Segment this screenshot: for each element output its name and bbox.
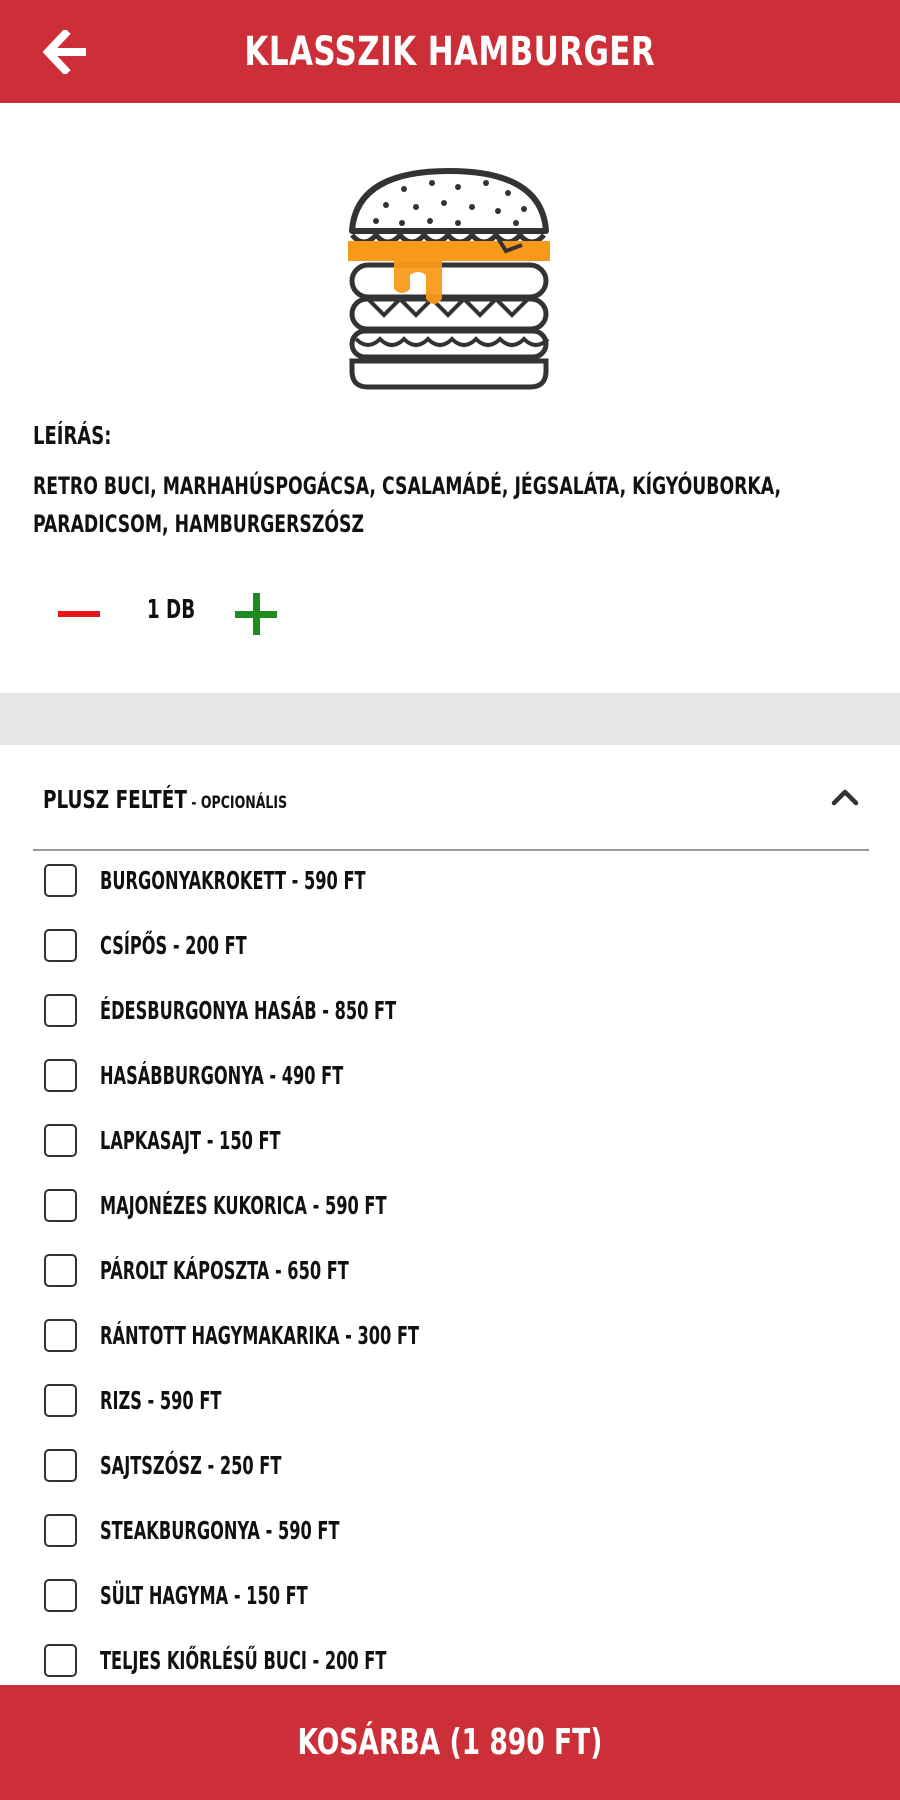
- option-label: CSÍPŐS - 200 FT: [100, 931, 247, 960]
- option-checkbox[interactable]: [44, 1384, 77, 1417]
- extra-option[interactable]: [0, 981, 900, 1046]
- extras-section: [0, 745, 900, 1685]
- add-to-cart-button[interactable]: [0, 1685, 900, 1800]
- option-checkbox[interactable]: [44, 1124, 77, 1157]
- extra-option[interactable]: [0, 1111, 900, 1176]
- extra-option[interactable]: [0, 1436, 900, 1501]
- option-checkbox[interactable]: [44, 1514, 77, 1547]
- option-checkbox[interactable]: [44, 864, 77, 897]
- option-checkbox[interactable]: [44, 1189, 77, 1222]
- option-label: RIZS - 590 FT: [100, 1386, 222, 1415]
- quantity-value: 1 DB: [147, 595, 196, 625]
- option-label: PÁROLT KÁPOSZTA - 650 FT: [100, 1256, 349, 1285]
- option-label: ÉDESBURGONYA HASÁB - 850 FT: [100, 996, 397, 1025]
- extras-title: [43, 785, 287, 814]
- plus-button[interactable]: [232, 591, 280, 639]
- option-checkbox[interactable]: [44, 1644, 77, 1677]
- option-checkbox[interactable]: [44, 994, 77, 1027]
- extra-option[interactable]: [0, 1631, 900, 1685]
- back-button[interactable]: [36, 22, 96, 82]
- option-checkbox[interactable]: [44, 1319, 77, 1352]
- arrow-left-icon: [43, 30, 89, 74]
- extra-option[interactable]: [0, 1046, 900, 1111]
- add-to-cart-label: KOSÁRBA (1 890 FT): [297, 1722, 603, 1763]
- option-label: MAJONÉZES KUKORICA - 590 FT: [100, 1191, 387, 1220]
- hamburger-icon: [346, 165, 552, 393]
- section-divider: [0, 693, 900, 745]
- option-checkbox[interactable]: [44, 1059, 77, 1092]
- extra-option[interactable]: [0, 851, 900, 916]
- option-checkbox[interactable]: [44, 1254, 77, 1287]
- option-checkbox[interactable]: [44, 1579, 77, 1612]
- option-label: RÁNTOTT HAGYMAKARIKA - 300 FT: [100, 1321, 420, 1350]
- product-description: RETRO BUCI, MARHAHÚSPOGÁCSA, CSALAMÁDÉ, JÉGSALÁTA, KÍGYÓUBORKA, PARADICSOM, HAMBURGERSZÓSZ: [33, 472, 782, 538]
- chevron-up-icon[interactable]: [831, 787, 859, 807]
- app-header: [0, 0, 900, 103]
- option-label: STEAKBURGONYA - 590 FT: [100, 1516, 340, 1545]
- option-label: HASÁBBURGONYA - 490 FT: [100, 1061, 344, 1090]
- option-label: SAJTSZÓSZ - 250 FT: [100, 1451, 282, 1480]
- option-label: SÜLT HAGYMA - 150 FT: [100, 1581, 308, 1610]
- extras-title-sub: - OPCIONÁLIS: [186, 793, 288, 813]
- extras-title-main: PLUSZ FELTÉT: [43, 785, 187, 814]
- product-card: [0, 103, 900, 693]
- description-label: LEÍRÁS:: [33, 421, 112, 450]
- extra-option[interactable]: [0, 1306, 900, 1371]
- option-label: LAPKASAJT - 150 FT: [100, 1126, 281, 1155]
- extra-option[interactable]: [0, 1241, 900, 1306]
- option-checkbox[interactable]: [44, 1449, 77, 1482]
- option-label: BURGONYAKROKETT - 590 FT: [100, 866, 366, 895]
- extra-option[interactable]: [0, 1176, 900, 1241]
- extra-option[interactable]: [0, 916, 900, 981]
- option-checkbox[interactable]: [44, 929, 77, 962]
- extras-header[interactable]: [33, 745, 869, 851]
- extras-list: [0, 851, 900, 1685]
- extra-option[interactable]: [0, 1371, 900, 1436]
- minus-button[interactable]: [52, 593, 108, 633]
- extra-option[interactable]: [0, 1566, 900, 1631]
- option-label: TELJES KIŐRLÉSŰ BUCI - 200 FT: [100, 1646, 387, 1675]
- extra-option[interactable]: [0, 1501, 900, 1566]
- page-title: KLASSZIK HAMBURGER: [244, 28, 656, 75]
